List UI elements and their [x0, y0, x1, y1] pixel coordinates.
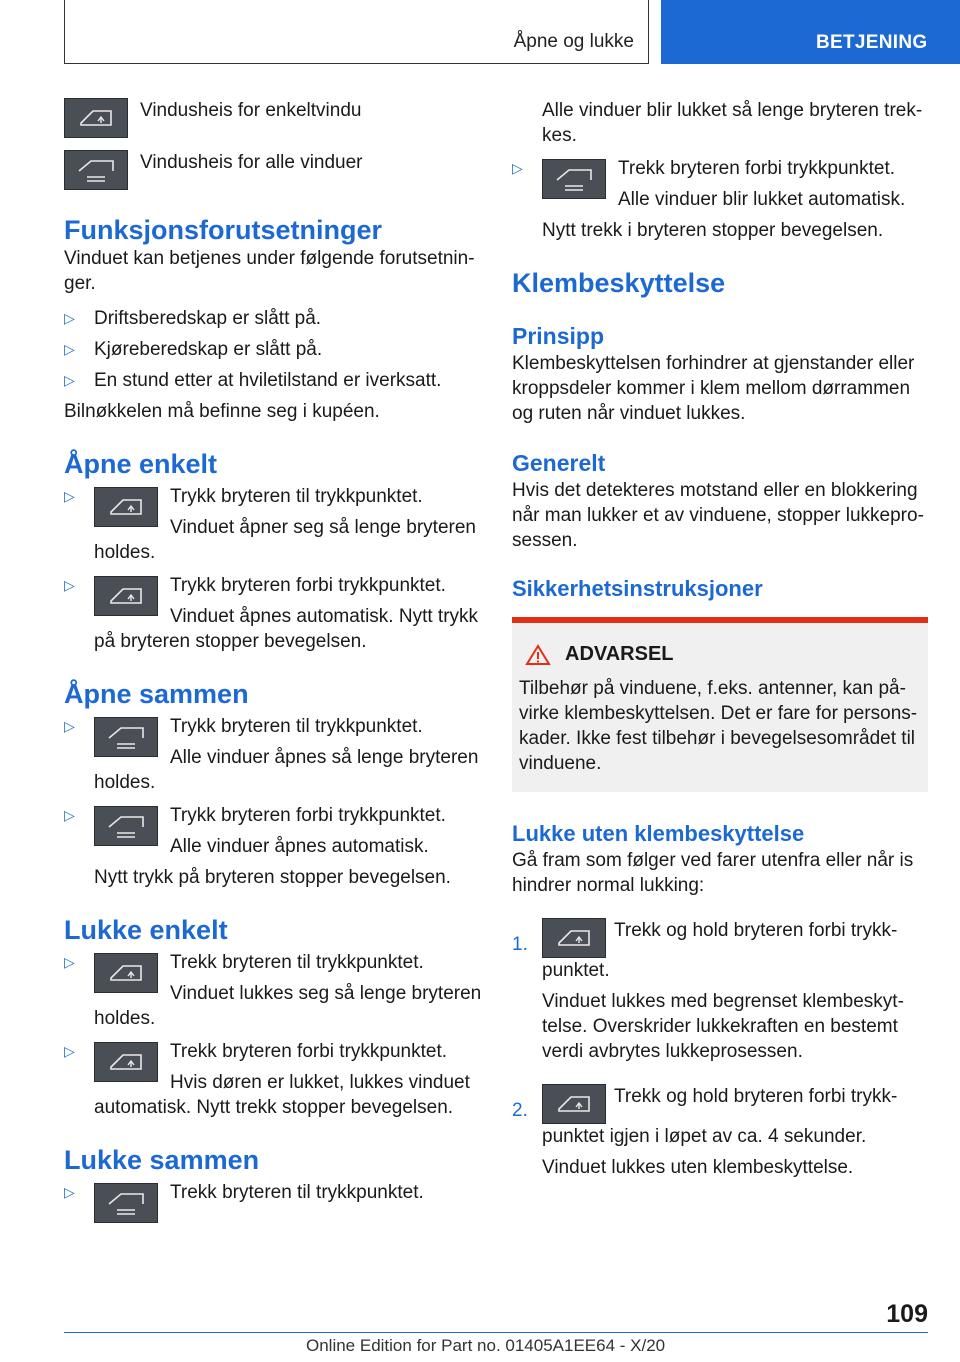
heading-funksjon: Funksjonsforutsetninger	[64, 215, 383, 245]
footer-divider	[64, 1332, 928, 1333]
footer-edition: Online Edition for Part no. 01405A1EE64 - X/20	[306, 1336, 666, 1355]
heading-klembeskyttelse: Klembeskyttelse	[512, 268, 726, 298]
step-text: Trekk bryteren forbi trykkpunktet.	[170, 1041, 448, 1062]
window-switch-all-icon	[94, 1183, 158, 1223]
prinsipp-text: Klembeskyttelsen forhindrer at gjenstander eller kroppsdeler kommer i klem mellom dørrammen og ruten når vinduet lukkes.	[512, 353, 915, 424]
list-item	[512, 156, 930, 243]
warning-title: ADVARSEL	[565, 643, 674, 665]
window-switch-all-icon	[94, 806, 158, 846]
window-switch-single-icon	[94, 487, 158, 527]
step-result: Alle vinduer blir lukket automatisk.	[618, 189, 906, 210]
list-item	[64, 950, 484, 1031]
step-text: Trykk bryteren forbi trykkpunktet.	[170, 805, 446, 826]
section-tab	[661, 0, 960, 64]
window-switch-single-icon	[94, 953, 158, 993]
warning-triangle-icon	[525, 644, 551, 666]
numbered-step	[512, 918, 930, 1064]
step-text: Trykk bryteren til trykkpunktet.	[170, 716, 423, 737]
step-result: Vinduet åpnes automatisk. Nytt trykk på bryteren stopper bevegelsen.	[94, 606, 479, 652]
legend-single-text: Vindusheis for enkeltvindu	[140, 100, 362, 121]
window-switch-single-icon	[542, 918, 606, 958]
bullet-triangle-icon: ▷	[64, 807, 75, 823]
step-result: Vinduet åpner seg så lenge bryteren holdes.	[94, 517, 476, 563]
window-switch-single-icon	[542, 1084, 606, 1124]
heading-apne-enkelt: Åpne enkelt	[64, 449, 218, 479]
funksjon-intro: Vinduet kan betjenes under følgende forutsetninger.	[64, 248, 475, 294]
left-column	[64, 98, 484, 1223]
list-item	[64, 714, 484, 795]
window-switch-single-icon	[94, 1042, 158, 1082]
list-item-text: En stund etter at hviletilstand er iverksatt.	[94, 370, 442, 391]
step-text: Trykk bryteren til trykkpunktet.	[170, 486, 423, 507]
legend-all-text: Vindusheis for alle vinduer	[140, 152, 363, 173]
step-result: Vinduet lukkes med begrenset klembeskyttelse. Overskrider lukkekraften en bestemt verdi avbrytes lukkeprosessen.	[542, 991, 904, 1062]
section-label: BETJENING	[816, 32, 928, 53]
bullet-triangle-icon: ▷	[64, 718, 75, 734]
step-text: Trekk og hold bryteren forbi trykkpunktet igjen i løpet av ca. 4 sekunder.	[542, 1086, 898, 1147]
heading-generelt: Generelt	[512, 450, 606, 476]
header-title: Åpne og lukke	[513, 31, 634, 52]
bullet-triangle-icon: ▷	[64, 1043, 75, 1059]
warning-box	[512, 617, 928, 792]
numbered-step	[512, 1084, 930, 1180]
heading-lukke-enkelt: Lukke enkelt	[64, 915, 228, 945]
legend-all	[64, 150, 484, 190]
bullet-triangle-icon: ▷	[64, 577, 75, 593]
list-item	[64, 368, 484, 393]
page-number: 109	[886, 1300, 928, 1328]
window-switch-all-icon	[94, 717, 158, 757]
step-number: 2.	[512, 1100, 528, 1121]
step-text: Trekk bryteren til trykkpunktet.	[170, 952, 424, 973]
window-switch-all-icon	[64, 150, 128, 190]
warning-text: Tilbehør på vinduene, f.eks. antenner, kan påvirke klembeskyttelsen. Det er fare for personskader. Ikke fest tilbehør i bevegelsesområdet til vinduene.	[519, 678, 918, 774]
step-number: 1.	[512, 934, 528, 955]
window-switch-single-icon	[94, 576, 158, 616]
bullet-triangle-icon: ▷	[64, 341, 75, 357]
list-item-text: Driftsberedskap er slått på.	[94, 308, 322, 329]
generelt-text: Hvis det detekteres motstand eller en blokkering når man lukker et av vinduene, stopper lukkeprosessen.	[512, 480, 924, 551]
window-switch-single-icon	[64, 98, 128, 138]
list-item	[64, 803, 484, 890]
list-item	[64, 306, 484, 331]
header-bar	[64, 0, 649, 64]
list-item	[64, 573, 484, 654]
list-item	[64, 1180, 484, 1223]
step-text: Trekk bryteren forbi trykkpunktet.	[618, 158, 896, 179]
warning-header	[519, 643, 920, 666]
step-note: Nytt trekk i bryteren stopper bevegelsen.	[542, 220, 884, 241]
heading-sikkerhet: Sikkerhetsinstruksjoner	[512, 576, 763, 601]
list-item	[64, 484, 484, 565]
bullet-triangle-icon: ▷	[64, 310, 75, 326]
heading-apne-sammen: Åpne sammen	[64, 679, 249, 709]
bullet-triangle-icon: ▷	[64, 372, 75, 388]
step-result: Alle vinduer åpnes automatisk.	[170, 836, 429, 857]
heading-lukke-uten: Lukke uten klembeskyttelse	[512, 821, 805, 846]
step-text: Trykk bryteren forbi trykkpunktet.	[170, 575, 446, 596]
bullet-triangle-icon: ▷	[64, 488, 75, 504]
list-item	[64, 337, 484, 362]
list-item	[64, 1039, 484, 1120]
step-result: Hvis døren er lukket, lukkes vinduet automatisk. Nytt trekk stopper bevegelsen.	[94, 1072, 470, 1118]
heading-prinsipp: Prinsipp	[512, 323, 605, 349]
uten-intro: Gå fram som følger ved farer utenfra eller når is hindrer normal lukking:	[512, 850, 914, 896]
bullet-triangle-icon: ▷	[64, 954, 75, 970]
step-text: Trekk og hold bryteren forbi trykkpunktet.	[542, 920, 898, 981]
right-column	[512, 98, 930, 1180]
step-note: Nytt trykk på bryteren stopper bevegelsen.	[94, 867, 451, 888]
step-text: Trekk bryteren til trykkpunktet.	[170, 1182, 424, 1203]
bullet-triangle-icon: ▷	[512, 160, 523, 176]
step-result: Vinduet lukkes seg så lenge bryteren holdes.	[94, 983, 482, 1029]
window-switch-all-icon	[542, 159, 606, 199]
step-result: Alle vinduer åpnes så lenge bryteren holdes.	[94, 747, 479, 793]
legend-single	[64, 98, 484, 138]
funksjon-note: Bilnøkkelen må befinne seg i kupéen.	[64, 401, 380, 422]
bullet-triangle-icon: ▷	[64, 1184, 75, 1200]
heading-lukke-sammen: Lukke sammen	[64, 1145, 260, 1175]
step-result: Alle vinduer blir lukket så lenge bryteren trekkes.	[542, 100, 923, 146]
step-result: Vinduet lukkes uten klembeskyttelse.	[542, 1157, 854, 1178]
list-item-text: Kjøreberedskap er slått på.	[94, 339, 323, 360]
